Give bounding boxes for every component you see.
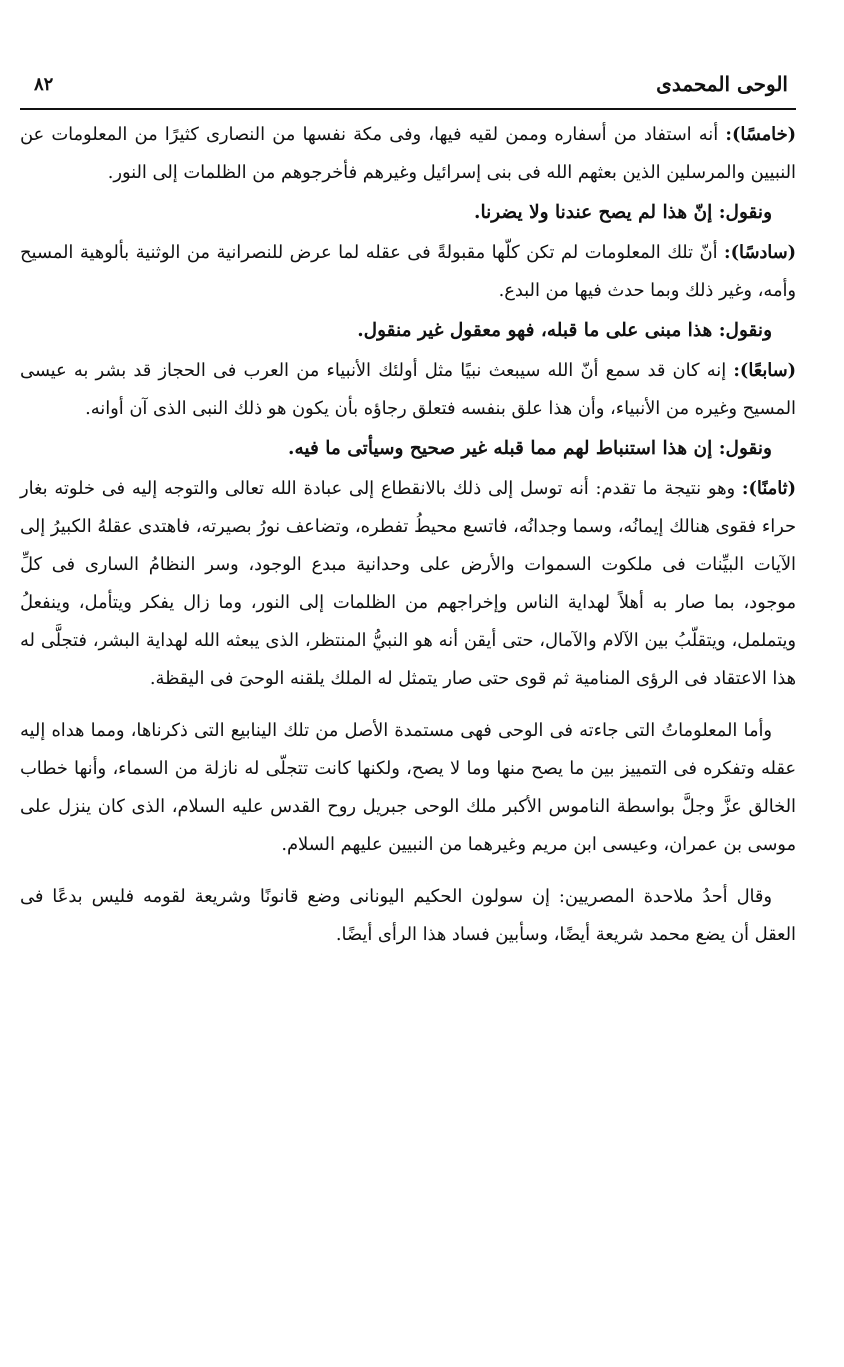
body-paragraph: وقال أحدُ ملاحدة المصريين: إن سولون الحكيم اليونانى وضع قانونًا وشريعة لقومه فليس بدعًا فى العقل أن يضع محمد شريعة أيضًا، وسأبين فساد هذا الرأى أيضًا.	[20, 886, 796, 945]
point-label: (خامسًا):	[725, 124, 796, 145]
point-label: (ثامنًا):	[741, 478, 796, 499]
point-seventh	[20, 352, 796, 428]
point-text: أنه استفاد من أسفاره وممن لقيه فيها، وفى مكة نفسها من النصارى كثيرًا من المعلومات عن النبيين والمرسلين الذين بعثهم الله فى بنى إسرائيل وغيرهم فأخرجوهم من الظلمات إلى النور.	[20, 124, 796, 183]
author-reply: ونقول: هذا مبنى على ما قبله، فهو معقول غير منقول.	[357, 320, 772, 341]
point-label: (سابعًا):	[733, 360, 796, 381]
point-text: وهو نتيجة ما تقدم: أنه توسل إلى ذلك بالانقطاع إلى عبادة الله تعالى والتوجه إليه فى خلوته بغار حراء فقوى هنالك إيمانُه، وسما وجدانُه، فاتسع محيطُ تفطره، وتضاعف نورُ بصيرته، فاهتدى عقلهُ الكبيرُ إلى الآيات البيِّنات فى ملكوت السموات والأرض على وحدانية مبدع الوجود، وسر النظامُ السارى فى كلِّ موجود، بما صار به أهلاً لهداية الناس وإخراجهم من الظلمات إلى النور، وما زال يفكر ويتأمل، وينفعلُ ويتململ، ويتقلّبُ بين الآلام والآمال، حتى أيقن أنه هو النبيُّ المنتظر، الذى يبعثه الله لهداية البشر، فتجلَّى له هذا الاعتقاد فى الرؤى المنامية ثم قوى حتى صار يتمثل له الملك يلقنه الوحىَ فى اليقظة.	[20, 478, 796, 689]
book-page	[20, 60, 796, 954]
point-eighth	[20, 470, 796, 698]
running-header	[20, 60, 796, 110]
point-text: إنه كان قد سمع أنّ الله سيبعث نبيًا مثل أولئك الأنبياء من العرب فى الحجاز قد بشر به عيسى المسيح وغيره من الأنبياء، وأن هذا علق بنفسه فتعلق رجاؤه بأن يكون هو ذلك النبى الذى آن أوانه.	[20, 360, 796, 419]
author-reply: ونقول: إن هذا استنباط لهم مما قبله غير صحيح وسيأتى ما فيه.	[288, 438, 772, 459]
point-label: (سادسًا):	[724, 242, 796, 263]
page-body	[20, 110, 796, 954]
point-sixth	[20, 234, 796, 310]
point-text: أنّ تلك المعلومات لم تكن كلّها مقبولةً فى عقله لما عرض للنصرانية من الوثنية بألوهية المسيح وأمه، وغير ذلك وبما حدث فيها من البدع.	[20, 242, 796, 301]
point-fifth	[20, 116, 796, 192]
body-paragraph: وأما المعلوماتُ التى جاءته فى الوحى فهى مستمدة الأصل من تلك الينابيع التى ذكرناها، ومما هداه إليه عقله وتفكره فى التمييز بين ما يصح منها وما لا يصح، ولكنها كانت تتجلّى له نازلة من السماء، وأنها خطاب الخالق عزَّ وجلَّ بواسطة الناموس الأكبر ملك الوحى جبريل روح القدس عليه السلام، الذى كان ينزل على موسى بن عمران، وعيسى ابن مريم وغيرهما من النبيين عليهم السلام.	[20, 720, 796, 855]
page-number: ٨٢	[34, 74, 54, 95]
author-reply: ونقول: إنّ هذا لم يصح عندنا ولا يضرنا.	[474, 202, 772, 223]
running-title: الوحى المحمدى	[656, 72, 788, 96]
